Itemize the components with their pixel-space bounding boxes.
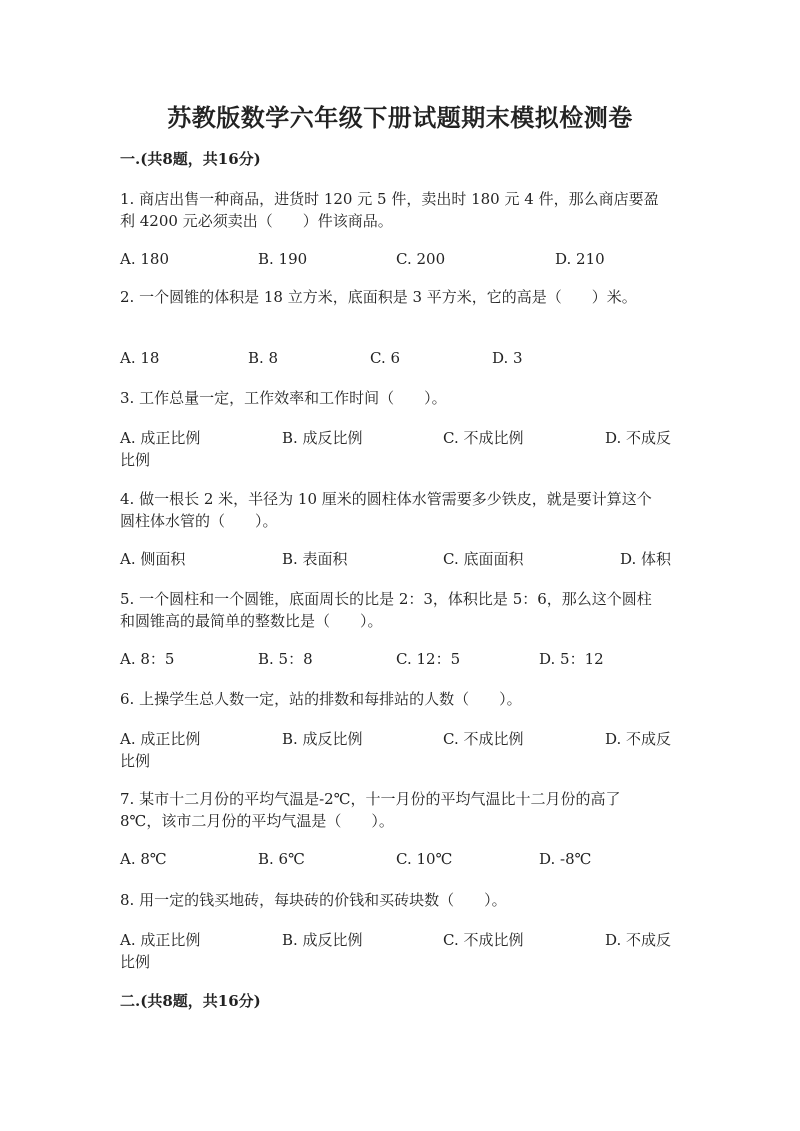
q3-option-b: B. 成反比例 [282, 429, 363, 447]
question-5-line-2: 和圆锥高的最简单的整数比是（ ）。 [120, 612, 383, 630]
q7-option-d: D. -8℃ [539, 850, 592, 868]
q5-option-a: A. 8：5 [120, 650, 175, 668]
q8-option-a: A. 成正比例 [120, 931, 201, 949]
question-1-line-1: 1. 商店出售一种商品，进货时 120 元 5 件，卖出时 180 元 4 件，那么商店要盈 [120, 190, 659, 208]
question-7-line-1: 7. 某市十二月份的平均气温是-2℃，十一月份的平均气温比十二月份的高了 [120, 790, 621, 808]
q4-option-d: D. 体积 [620, 550, 672, 568]
question-7 [120, 788, 680, 832]
question-5-line-1: 5. 一个圆柱和一个圆锥，底面周长的比是 2：3，体积比是 5：6，那么这个圆柱 [120, 590, 652, 608]
q2-option-b: B. 8 [248, 349, 279, 367]
q1-option-c: C. 200 [396, 250, 446, 268]
q7-option-a: A. 8℃ [120, 850, 167, 868]
question-8 [120, 889, 680, 911]
question-4 [120, 488, 680, 532]
question-2 [120, 286, 680, 308]
q6-option-a: A. 成正比例 [120, 730, 201, 748]
q7-option-c: C. 10℃ [396, 850, 453, 868]
q4-option-c: C. 底面面积 [443, 550, 524, 568]
q7-option-b: B. 6℃ [258, 850, 305, 868]
q8-option-d-wrap: 比例 [120, 953, 151, 971]
question-7-line-2: 8℃，该市二月份的平均气温是（ ）。 [120, 812, 394, 830]
q2-option-a: A. 18 [120, 349, 160, 367]
question-3-line-1: 3. 工作总量一定，工作效率和工作时间（ ）。 [120, 389, 447, 407]
q5-option-c: C. 12：5 [396, 650, 461, 668]
q2-option-d: D. 3 [492, 349, 523, 367]
section-heading-1: 一.(共8题，共16分) [120, 150, 261, 168]
question-5 [120, 588, 680, 632]
q8-option-b: B. 成反比例 [282, 931, 363, 949]
question-2-line-1: 2. 一个圆锥的体积是 18 立方米，底面积是 3 平方米，它的高是（ ）米。 [120, 288, 637, 306]
question-6 [120, 688, 680, 710]
question-8-line-1: 8. 用一定的钱买地砖，每块砖的价钱和买砖块数（ ）。 [120, 891, 507, 909]
q3-option-c: C. 不成比例 [443, 429, 524, 447]
q8-option-c: C. 不成比例 [443, 931, 524, 949]
page-title: 苏教版数学六年级下册试题期末模拟检测卷 [167, 103, 633, 132]
question-4-line-1: 4. 做一根长 2 米，半径为 10 厘米的圆柱体水管需要多少铁皮，就是要计算这个 [120, 490, 652, 508]
q6-option-d-wrap: 比例 [120, 752, 151, 770]
question-4-line-2: 圆柱体水管的（ ）。 [120, 512, 278, 530]
section-heading-2: 二.(共8题，共16分) [120, 992, 261, 1010]
q5-option-d: D. 5：12 [539, 650, 604, 668]
q6-option-d: D. 不成反 [605, 730, 672, 748]
q6-option-c: C. 不成比例 [443, 730, 524, 748]
question-6-line-1: 6. 上操学生总人数一定，站的排数和每排站的人数（ ）。 [120, 690, 522, 708]
q1-option-d: D. 210 [555, 250, 605, 268]
question-3 [120, 387, 680, 409]
question-1 [120, 188, 680, 232]
q3-option-d: D. 不成反 [605, 429, 672, 447]
q4-option-b: B. 表面积 [282, 550, 348, 568]
q1-option-a: A. 180 [120, 250, 169, 268]
q8-option-d: D. 不成反 [605, 931, 672, 949]
q3-option-d-wrap: 比例 [120, 451, 151, 469]
q4-option-a: A. 侧面积 [120, 550, 186, 568]
q5-option-b: B. 5：8 [258, 650, 313, 668]
q6-option-b: B. 成反比例 [282, 730, 363, 748]
q2-option-c: C. 6 [370, 349, 401, 367]
q1-option-b: B. 190 [258, 250, 308, 268]
question-1-line-2: 利 4200 元必须卖出（ ）件该商品。 [120, 212, 393, 230]
q3-option-a: A. 成正比例 [120, 429, 201, 447]
